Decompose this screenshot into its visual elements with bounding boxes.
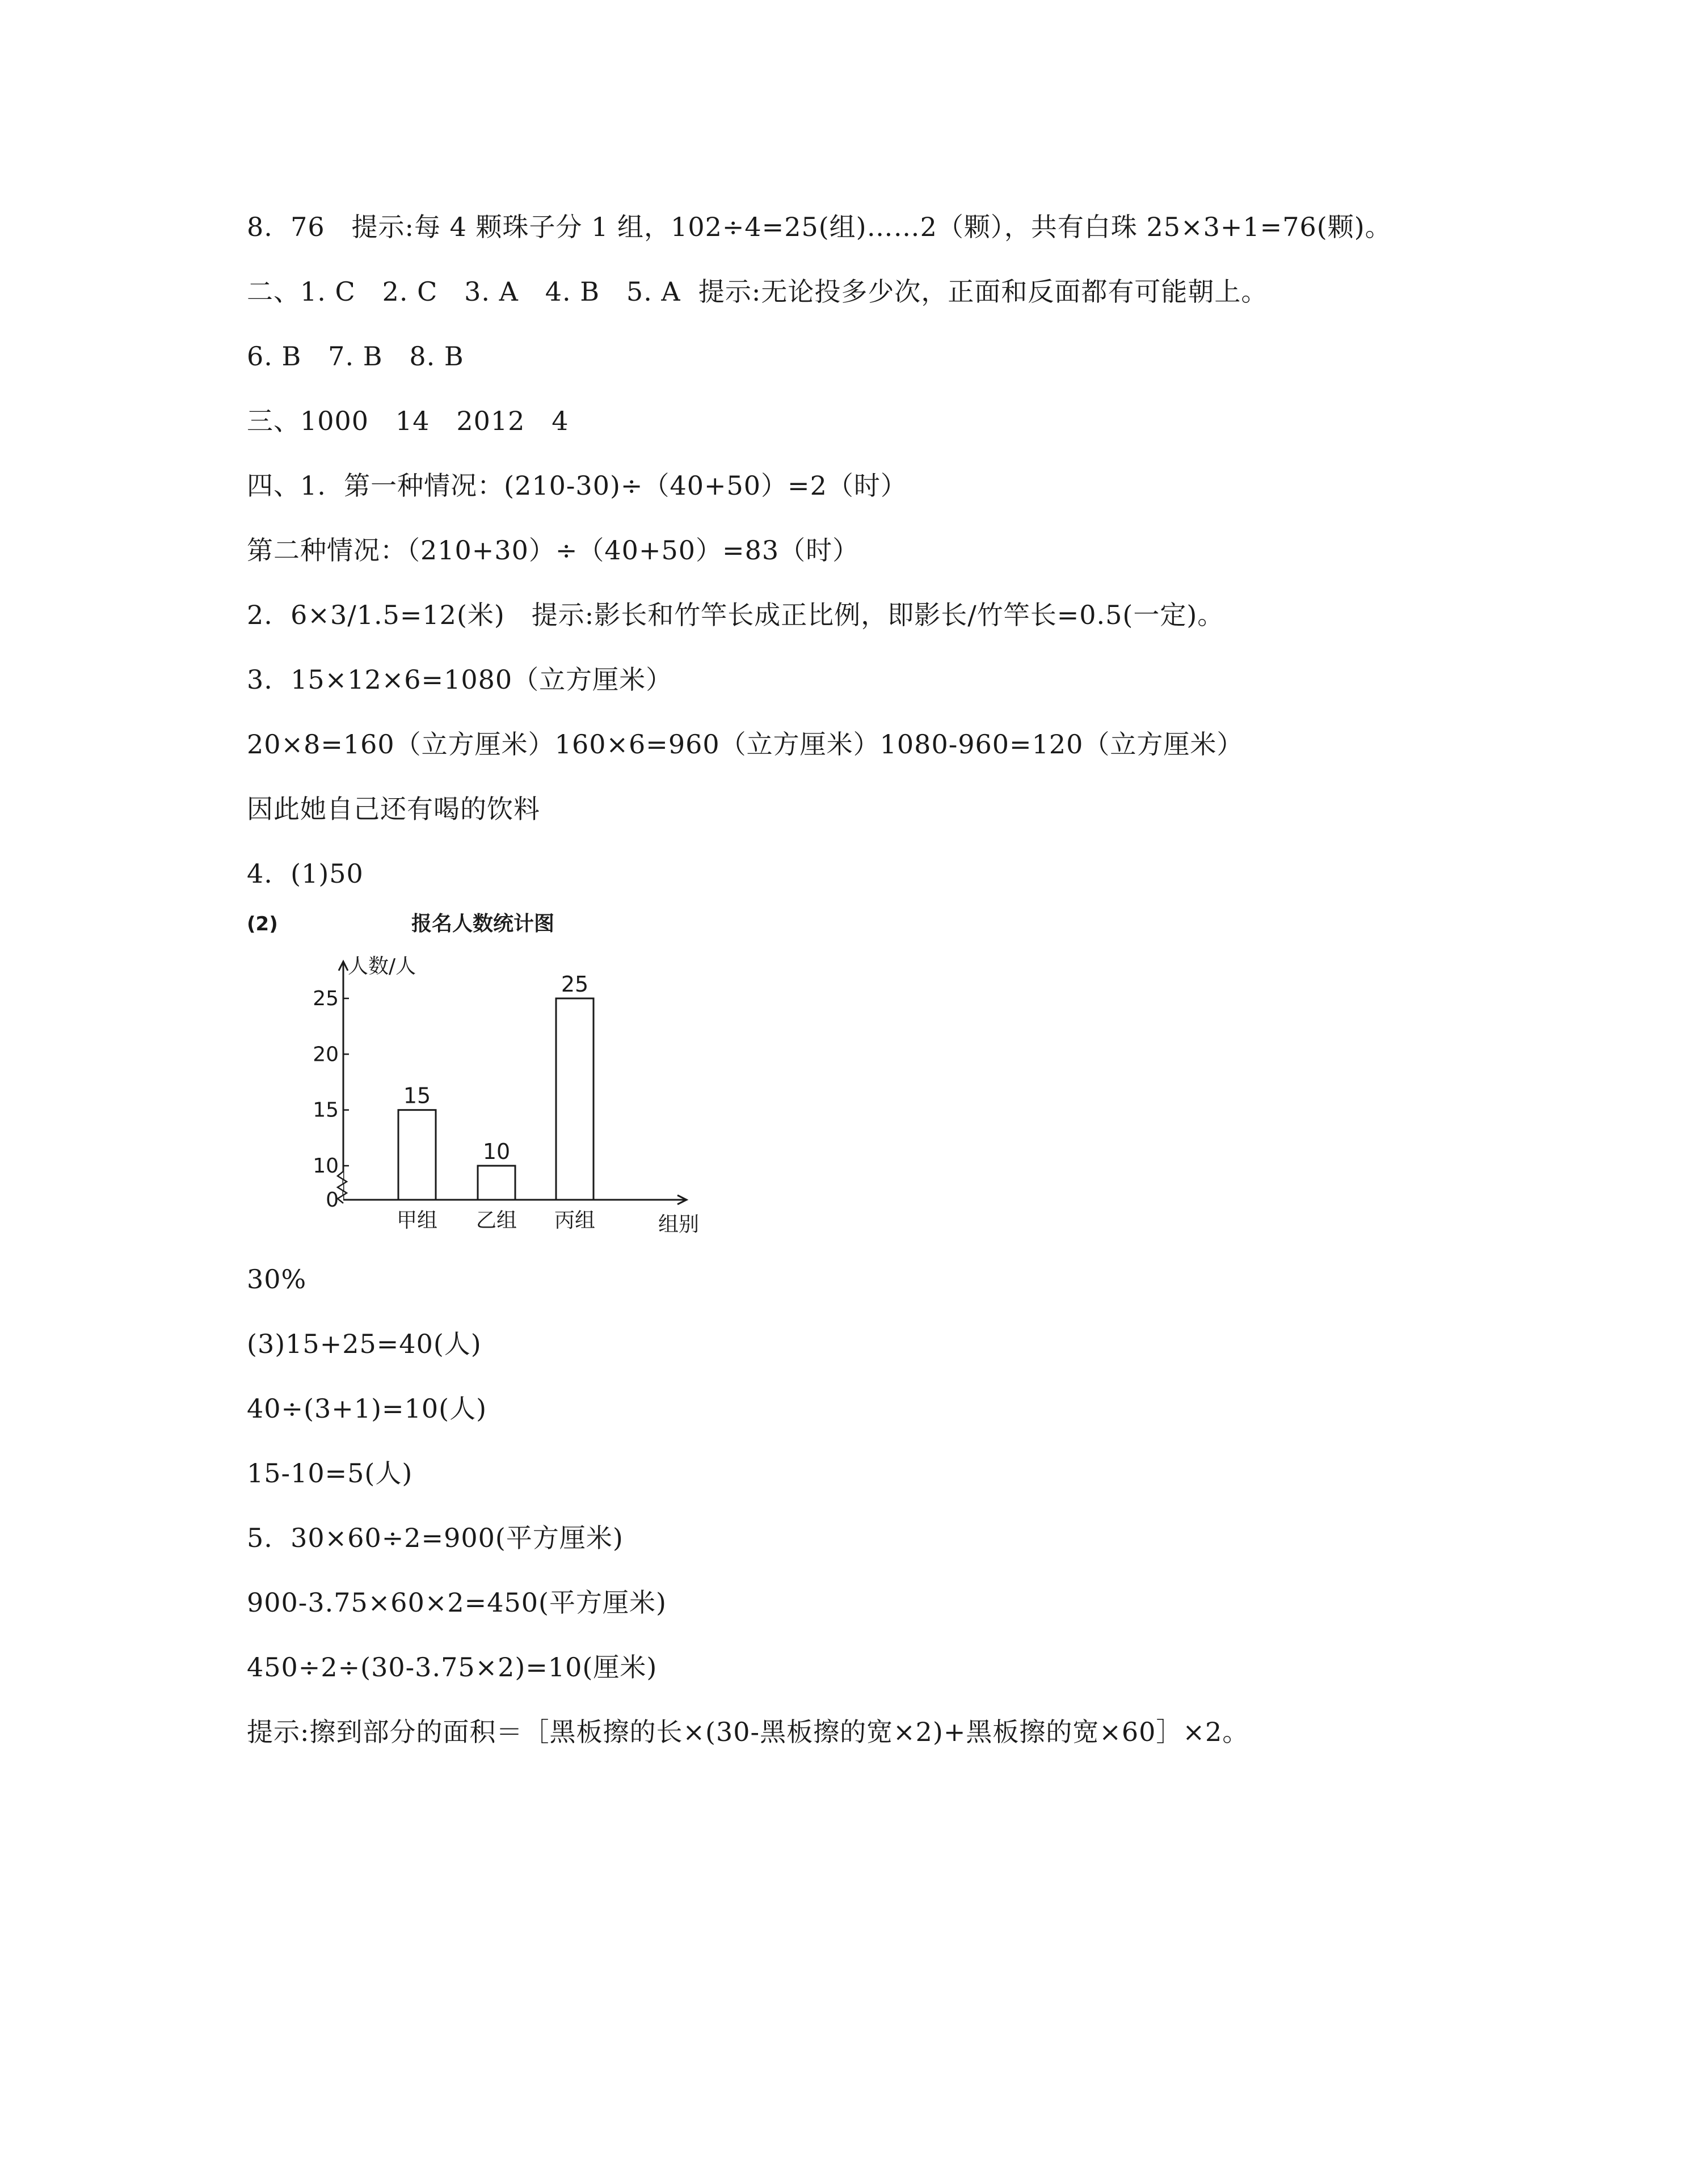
- answer-line-8: 3. 15×12×6=1080（立方厘米）: [247, 664, 673, 695]
- answer-line-15: 15-10=5(人): [247, 1458, 413, 1489]
- x-axis-label: 组别: [658, 1213, 700, 1236]
- answer-line-6: 第二种情况：（210+30）÷（40+50）=83（时）: [247, 535, 860, 566]
- chart-prefix: (2): [247, 913, 278, 935]
- y-tick-label: 15: [313, 1098, 339, 1122]
- answer-line-1: 8. 76 提示:每 4 颗珠子分 1 组，102÷4=25(组)……2（颗），共有白珠 25×3+1=76(颗)。: [247, 212, 1392, 242]
- answer-line-2: 二、1. C 2. C 3. A 4. B 5. A 提示:无论投多少次，正面和反面都有可能朝上。: [247, 276, 1268, 307]
- answer-line-9: 20×8=160（立方厘米）160×6=960（立方厘米）1080-960=120（立方厘米）: [247, 729, 1244, 760]
- bar: [478, 1166, 515, 1200]
- answer-line-16: 5. 30×60÷2=900(平方厘米): [247, 1523, 624, 1553]
- x-category-label: 甲组: [396, 1209, 438, 1232]
- bar-value-label: 15: [403, 1083, 431, 1108]
- answer-line-11: 4. (1)50: [247, 858, 364, 889]
- answer-line-14: 40÷(3+1)=10(人): [247, 1393, 487, 1424]
- answer-line-13: (3)15+25=40(人): [247, 1329, 482, 1359]
- bar-value-label: 10: [482, 1139, 511, 1164]
- answer-line-10: 因此她自己还有喝的饮料: [247, 794, 540, 824]
- bar-chart: [247, 908, 712, 1242]
- answer-line-17: 900-3.75×60×2=450(平方厘米): [247, 1587, 667, 1618]
- bar-value-label: 25: [561, 972, 589, 997]
- answer-line-4: 三、1000 14 2012 4: [247, 406, 569, 436]
- y-tick-label: 10: [313, 1154, 339, 1178]
- y-tick-label: 25: [313, 987, 339, 1010]
- answer-line-18: 450÷2÷(30-3.75×2)=10(厘米): [247, 1652, 658, 1683]
- chart-title: 报名人数统计图: [411, 912, 555, 935]
- answer-line-7: 2. 6×3/1.5=12(米) 提示:影长和竹竿长成正比例，即影长/竹竿长=0.5(一定)。: [247, 600, 1224, 630]
- y-axis-label: 人数/人: [348, 955, 416, 978]
- y-tick-label: 20: [313, 1043, 339, 1066]
- x-category-label: 乙组: [475, 1209, 517, 1232]
- axis-break-zigzag: [338, 1171, 347, 1203]
- bar: [398, 1110, 436, 1200]
- answer-line-5: 四、1. 第一种情况：(210-30)÷（40+50）=2（时）: [247, 470, 907, 501]
- x-category-label: 丙组: [554, 1209, 596, 1232]
- answer-line-19: 提示:擦到部分的面积＝［黑板擦的长×(30-黑板擦的宽×2)+黑板擦的宽×60］×2。: [247, 1717, 1249, 1747]
- answer-line-12: 30%: [247, 1264, 307, 1295]
- bar: [556, 998, 593, 1200]
- y-tick-label: 0: [326, 1188, 339, 1212]
- bar-chart-svg: [247, 908, 712, 1242]
- answer-line-3: 6. B 7. B 8. B: [247, 341, 464, 372]
